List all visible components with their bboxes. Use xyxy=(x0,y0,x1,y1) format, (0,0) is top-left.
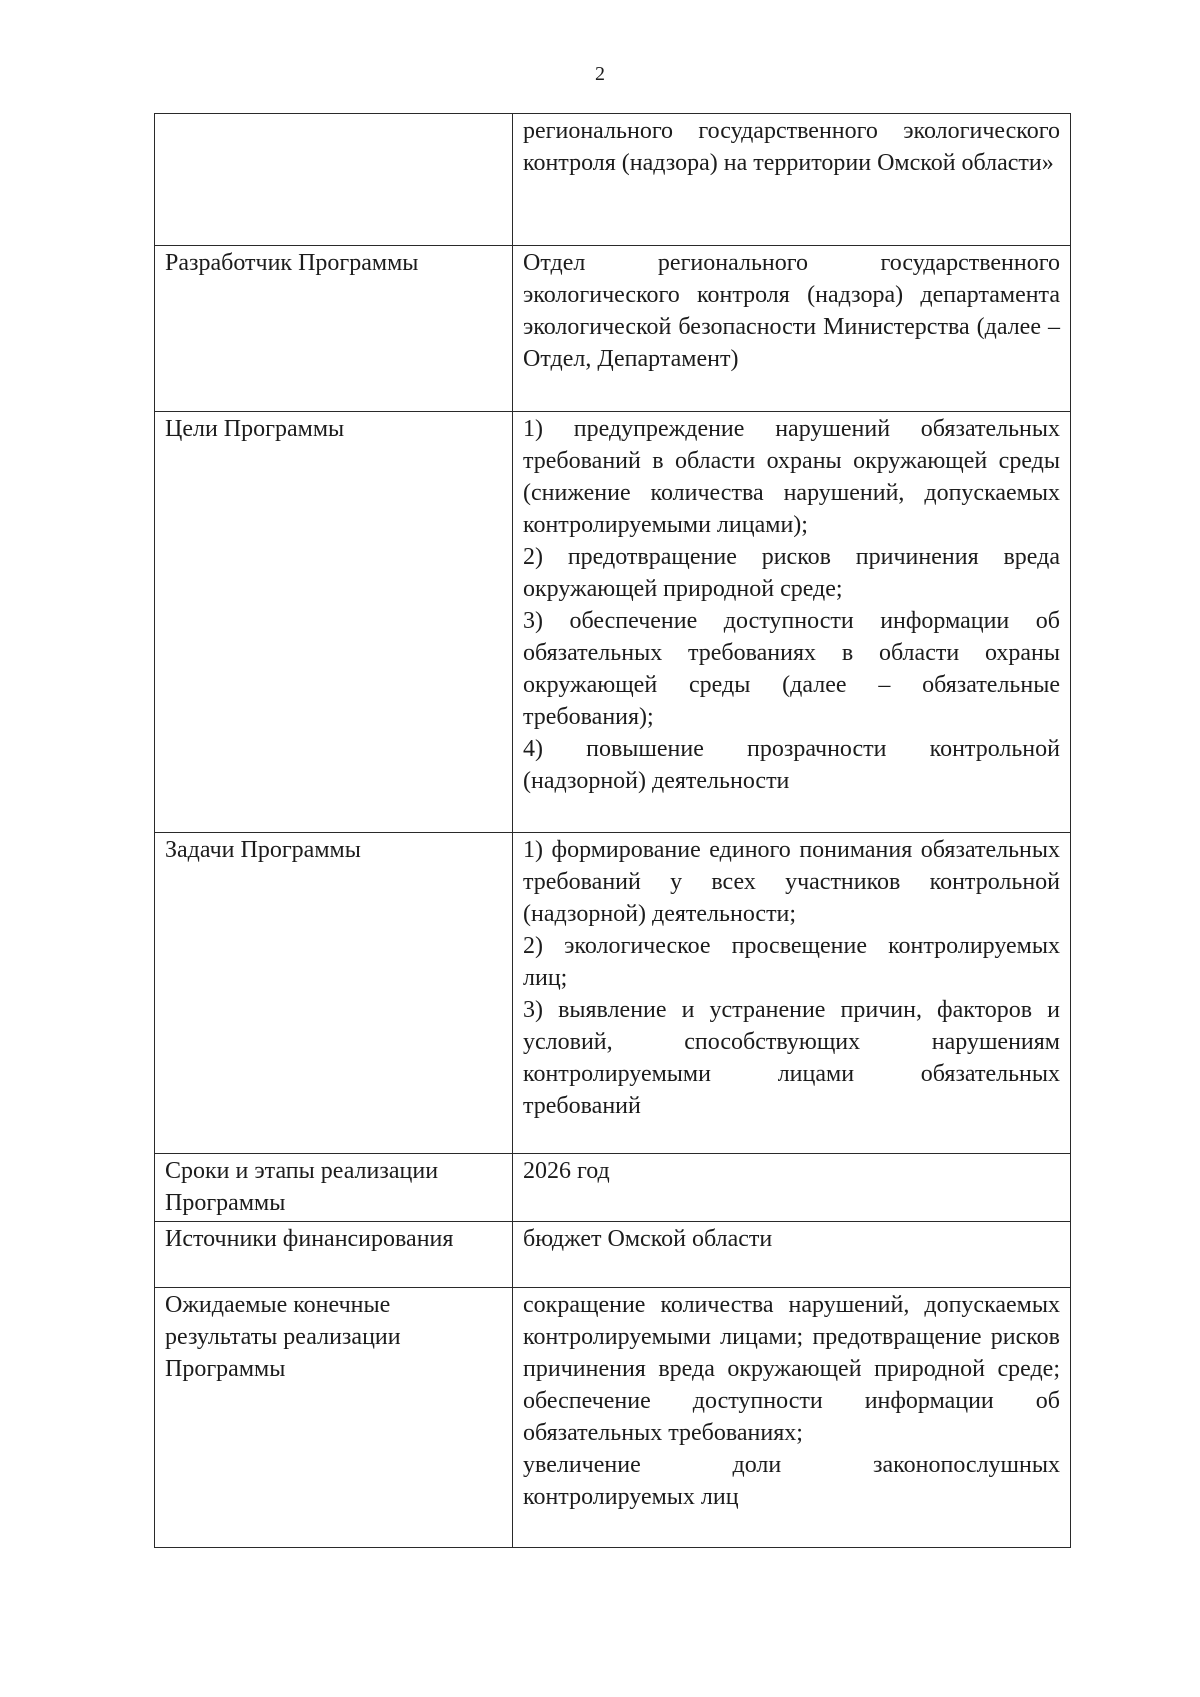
row-value xyxy=(513,833,1071,1154)
table-row xyxy=(155,246,1071,412)
paragraph: регионального государственного экологического контроля (надзора) на территории Омской области» xyxy=(523,118,1060,176)
row-value xyxy=(513,1288,1071,1548)
table-row xyxy=(155,114,1071,246)
paragraph: 3) обеспечение доступности информации об обязательных требованиях в области охраны окружающей среды (далее – обязательные требования); xyxy=(523,608,1060,730)
table-row xyxy=(155,1222,1071,1288)
paragraph: увеличение доли законопослушных контролируемых лиц xyxy=(523,1452,1060,1510)
paragraph: сокращение количества нарушений, допускаемых контролируемыми лицами; предотвращение рисков причинения вреда окружающей природной среде; обеспечение доступности информации об обязательных требованиях; xyxy=(523,1292,1060,1446)
row-value xyxy=(513,412,1071,833)
row-label: Цели Программы xyxy=(155,412,513,833)
paragraph: 2) предотвращение рисков причинения вреда окружающей природной среде; xyxy=(523,544,1060,602)
paragraph: бюджет Омской области xyxy=(523,1226,773,1252)
paragraph: 1) формирование единого понимания обязательных требований у всех участников контрольной (надзорной) деятельности; xyxy=(523,837,1060,927)
row-value xyxy=(513,246,1071,412)
table-row xyxy=(155,1288,1071,1548)
paragraph: 4) повышение прозрачности контрольной (надзорной) деятельности xyxy=(523,736,1060,794)
table-row xyxy=(155,412,1071,833)
program-passport-table xyxy=(154,113,1071,1548)
row-label: Задачи Программы xyxy=(155,833,513,1154)
paragraph: 2) экологическое просвещение контролируемых лиц; xyxy=(523,933,1060,991)
row-label xyxy=(155,114,513,246)
paragraph: Отдел регионального государственного экологического контроля (надзора) департамента экологической безопасности Министерства (далее – Отдел, Департамент) xyxy=(523,250,1060,372)
row-value xyxy=(513,1154,1071,1222)
row-value xyxy=(513,1222,1071,1288)
row-label: Разработчик Программы xyxy=(155,246,513,412)
row-label: Сроки и этапы реализации Программы xyxy=(155,1154,513,1222)
paragraph: 2026 год xyxy=(523,1158,610,1184)
row-value xyxy=(513,114,1071,246)
row-label: Источники финансирования xyxy=(155,1222,513,1288)
paragraph: 3) выявление и устранение причин, факторов и условий, способствующих нарушениям контролируемыми лицами обязательных требований xyxy=(523,997,1060,1119)
table-row xyxy=(155,1154,1071,1222)
table-row xyxy=(155,833,1071,1154)
paragraph: 1) предупреждение нарушений обязательных требований в области охраны окружающей среды (снижение количества нарушений, допускаемых контролируемыми лицами); xyxy=(523,416,1060,538)
page-number: 2 xyxy=(595,63,605,85)
row-label: Ожидаемые конечные результаты реализации Программы xyxy=(155,1288,513,1548)
